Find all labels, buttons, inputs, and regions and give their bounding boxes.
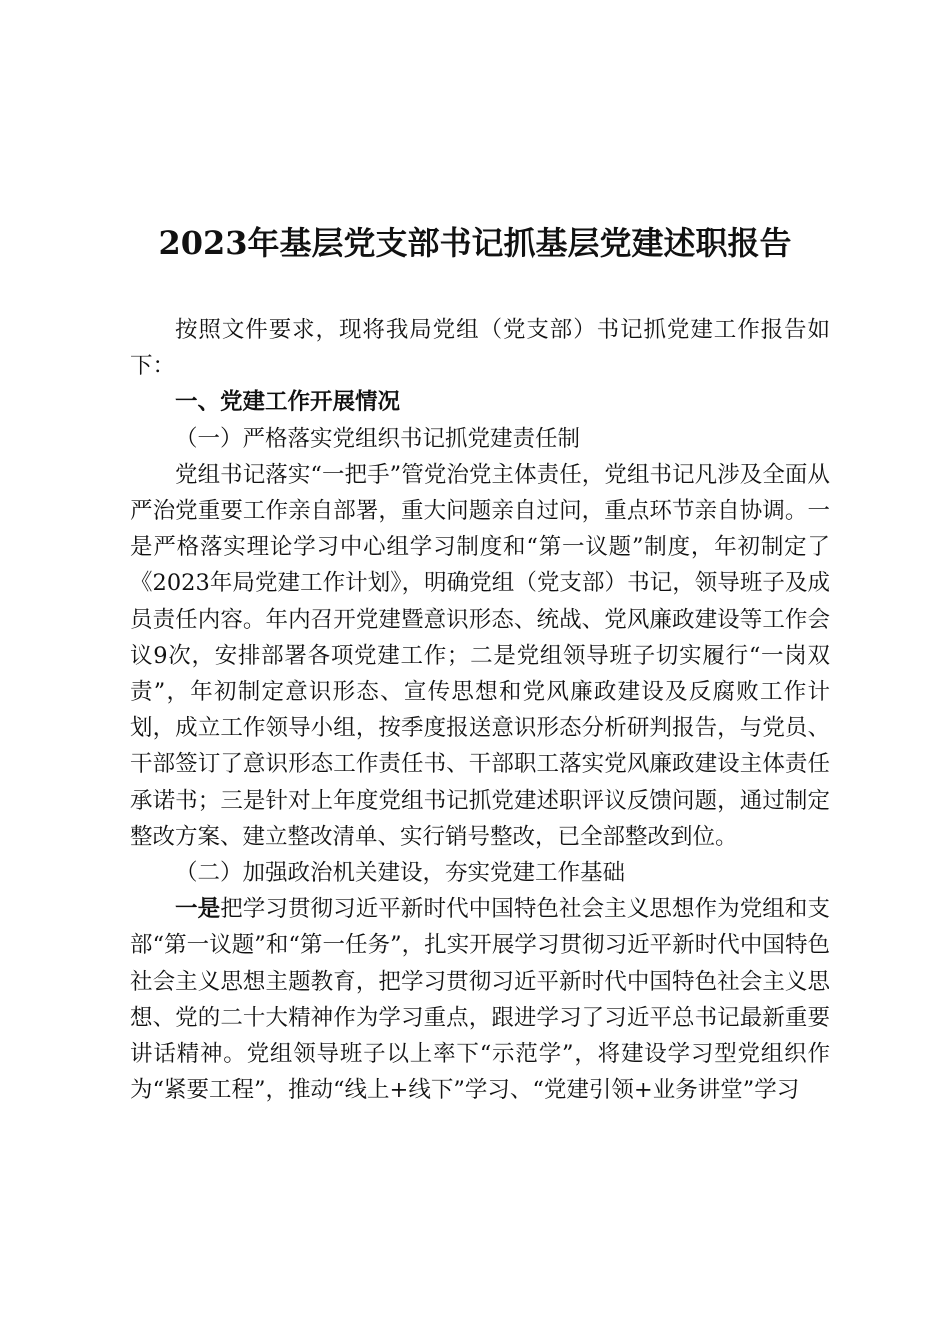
document-body <box>130 312 830 1108</box>
paragraph-responsibility: 党组书记落实“一把手”管党治党主体责任，党组书记凡涉及全面从严治党重要工作亲自部署，重大问题亲自过问，重点环节亲自协调。一是严格落实理论学习中心组学习制度和“第一议题”制度，年初制定了《2023年局党建工作计划》，明确党组（党支部）书记，领导班子及成员责任内容。年内召开党建暨意识形态、统战、党风廉政建设等工作会议9次，安排部署各项党建工作；二是党组领导班子切实履行“一岗双责”，年初制定意识形态、宣传思想和党风廉政建设及反腐败工作计划，成立工作领导小组，按季度报送意识形态分析研判报告，与党员、干部签订了意识形态工作责任书、干部职工落实党风廉政建设主体责任承诺书；三是针对上年度党组书记抓党建述职评议反馈问题，通过制定整改方案、建立整改清单、实行销号整改，已全部整改到位。 <box>130 461 830 850</box>
paragraph-political-building <box>130 891 830 1108</box>
paragraph-text: 把学习贯彻习近平新时代中国特色社会主义思想作为党组和支部“第一议题”和“第一任务”，扎实开展学习贯彻习近平新时代中国特色社会主义思想主题教育，把学习贯彻习近平新时代中国特色社会主义思想、党的二十大精神作为学习重点，跟进学习了习近平总书记最新重要讲话精神。党组领导班子以上率下“示范学”，将建设学习型党组织作为“紧要工程”，推动“线上+线下”学习、“党建引领+业务讲堂”学习 <box>130 896 830 1104</box>
subsection-heading-1: （一）严格落实党组织书记抓党建责任制 <box>175 425 581 452</box>
subsection-heading-2: （二）加强政治机关建设，夯实党建工作基础 <box>175 860 626 887</box>
document-title: 2023年基层党支部书记抓基层党建述职报告 <box>158 224 792 262</box>
intro-paragraph: 按照文件要求，现将我局党组（党支部）书记抓党建工作报告如下： <box>130 317 830 380</box>
section-heading-1: 一、党建工作开展情况 <box>175 389 401 416</box>
paragraph-lead: 一是 <box>175 896 221 923</box>
